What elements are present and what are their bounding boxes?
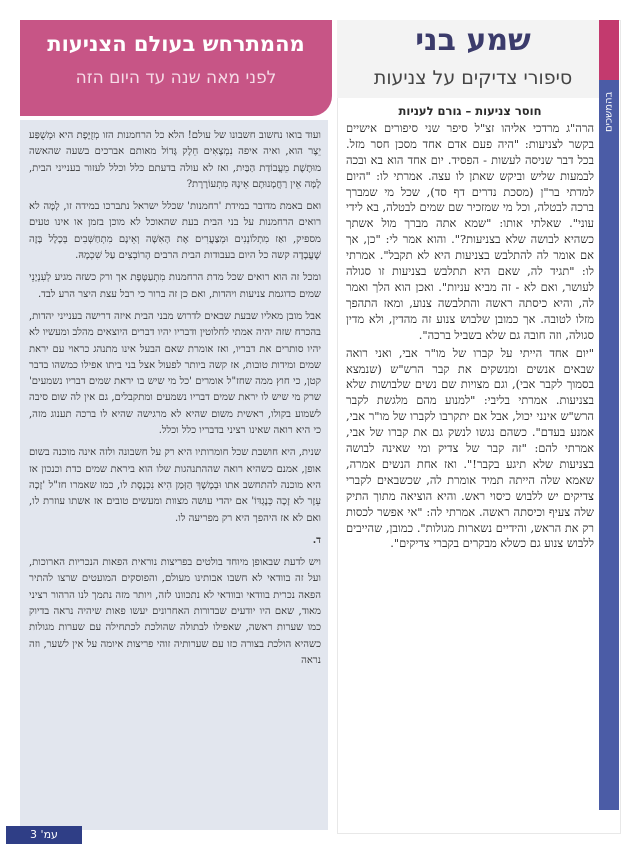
right-article — [346, 104, 594, 554]
left-section-marker: ד. — [312, 534, 321, 546]
right-subtitle: סיפורי צדיקים על צניעות — [373, 67, 573, 89]
right-paragraph-2: "יום אחד הייתי על קברו של מו"ר אבי, ואני רואה שבאים אנשים ומנשקים את קבר הרש"ש (שנמצא בסמוך לקבר אבי), וגם מצויות שם נשים שלבושות שלא בצניעות. אמרתי בליבי: "למנוע מהם מלגשת לקבר הרש"ש אינני יכול, אבל אם יתקרבו לקברו של מו"ר אבי, אמנע בעדם". כשהם נגשו לנשק גם את קברו של אבי, אמרתי להם: "זה קבר של צדיק ומי שאינה לבושה בצניעות שלא תיגע בקבר!". ואז אחת הנשים אמרה, שאמא שלה הייתה תמיד אומרת לה, שכשבאים לקברי צדיקים יש ללבוש כיסוי ראש. והיא הוציאה מתוך התיק שלה צעיף וכיסתה ראשה. אמרתי לה: "אי אפשר לכסות רק את הראש, והידיים נשארות מגולות". כמובן, שהייבים ללבוש צנוע גם כשלא מבקרים בקברי צדיקים". — [346, 345, 594, 551]
right-title: שמע בני — [415, 23, 531, 58]
left-paragraph-2: ואם באמת מדובר במידת 'רחמנות' שכלל ישראל נתברכו במידה זו, לָמָּה לא רואים הרחמנות על בני הבית בעת שהאוכל לא מוכן בזמן או אינו טעים מספיק, ואַז מִתְלוֹנְנִים וּמְצַעֲרִים אֶת הָאִשָּׁה וְאֵינָם מִתְחַשְּׁבִים בְּכָלָל בָּזֶה שֶׁעֲבָדָה קשה כל היום בעבודות הבית הרבים הָרוֹבְצִים עַל שִׁכְמָהּ. — [29, 201, 321, 262]
left-article — [29, 128, 321, 675]
left-paragraph-6: ויש לדעת שבאופן מיוחד בולטים בפריצות נוראית הפאות הנכריות הארוכות, ועל זה בוודאי לא חשבו אבותינו מעולם, והפוסקים המועטים שרצו להתיר הפאה נכרית בוודאי ובוודאי לא נתכוונו לזה, ויותר מזה נתמך לנו הרהור רציני מאוד, שאם היו יודעים שבדורות האחרונים יעשו פאות שיהיה נראה בדיוק כמו שערות ראשה, שאפילו לבתולה שהולכת לכתחילה עם שערות מגולות כשהיא הולכת בצורה כזו עם שערותיה זוהי פריצות איומה על אין לשער, וזה נראה — [29, 557, 321, 666]
side-strip-accent — [599, 20, 619, 80]
right-article-heading: חוסר צניעות – גורם לעניות — [398, 104, 542, 118]
left-subtitle: לפני מאה שנה עד היום הזה — [75, 68, 277, 88]
right-paragraph-1: הרה"ג מרדכי אליהו זצ"ל סיפר שני סיפורים אישיים בקשר לצניעות: "היה פעם אדם אחד מסכן חסר מזל. בכל דבר שניסה לעשות - הפסיד. יום אחד הוא בא ובכה לבמעות שליש וביקש שאתן לו עצה. אמרתי לו: "היום למדתי בר"ן (מסכת נדרים דף סד), שכל מי שמברך ברכה לבטלה, וכל מי שמזכיר שם שמים לבטלה, בא לידי עוני". שאלתי אותו: "שמא אתה מברך מול אשתך כשהיא לבושה שלא בצניעות?". והוא אמר לי: "כן, אך אם אומר לה להתלבש בצניעות היא לא תקבל". אמרתי לו: "תגיד לה, שאם היא תתלבש בצניעות זו סגולה לעושר, ואם לא - זה מביא עניות". ואכן הוא הלך ואמר לה, והיא כיסתה ראשה והתלבשה צנוע, ומאז התהפך מזלו לטובה. אך כמובן שלבוש צנוע זה מהדין, ולא מדין סגולה, וזה חובה גם שלא בשביל ברכה". — [346, 120, 594, 342]
page-number: עמ' 3 — [30, 828, 58, 841]
left-title: מהמתרחש בעולם הצניעות — [47, 32, 305, 56]
side-strip-label: בהמשכים — [603, 91, 615, 133]
left-paragraph-5: שנית, היא חושבת שכל חומרותיו היא רק על חשבונה ולזה אינה מוכנה בשום אופן, אמנם כשהיא רואה שההתנהגות שלו הוא ביראת שמים כדת וכנכון אז היא מוכנה להתחשב אתו וּבְמֶשֶׁךְ הַזְּמַן הִיא נִכְנֶסֶת לו, כמו שאמרו חז"ל 'זָכָה עֵזֶר לא זָכָה כְּנֶגְדּוֹ' אם יהדי עושה מצוות ומעשים טובים אז אשתו עוזרת לו, ואם לא אז היהפך היא רק מפריעה לו. — [29, 447, 321, 524]
left-paragraph-4: אבל מובן מאליו שבעת שבאים לדרוש מבני הבית איזה דרישה בענייני יהדות, בהכרח שזה יהיה אמתי לחלוטין ודבריו יהיו דברים היוצאים מהלב ומעשיו לא יהיו סותרים את דבריו, ואז אומרת שאם הבעל אינו מתנהג כראוי עם יראת שמים ומידות טובות, אז קשה ביותר לפעול אצל בני ביתו אפילו כמשהו בדבר קטן, כי חוץ ממה שחז"ל אומרים 'כל מי שיש בו יראת שמים דבריו נשמעים' שרק מי שיש לו יראת שמים דבריו נשמעים ומתקבלים, גם אין לה שום סיבה לשמוע בקולו, ראשית משום שהיא לא מרגישה שהיא לו ברכה תענוג מזה, כי היא רואה שאינו רציני בדבריו כלל וכלל. — [29, 310, 321, 437]
left-paragraph-3: ומכל זה הוא רואים שכל מדת הרחמנות מִתְעַטֶּפֶת אך ורק כשזה מגיע לְעִנְיָנֵי שמים כדוגמת צניעות ויהדות, ואם כן זה ברור כי רבל עצת היצר הרע לבד. — [29, 272, 321, 300]
left-paragraph-1: ועוד בואו נחשוב חשבונו של עולם! הלא כל הרחמנות הזו מְזֻיֶּפֶת היא וּמְשֻׁפַּע יֵצֶר הוא, ואיה איפה נִמְצָאִים חֵלֶק גָּדוֹל מאותם אברכים בשעה שהאשה מוּתֶשֶׁת מֵעֲבוֹדַת הַבַּיִת, ואז לא עולה בדעתם כלל וכלל לעזור בענייני הבית, לָמָּה אֵין רַחֲמָנוּתָם אֵינָהּ מִתְעוֹרֶרֶת? — [29, 130, 321, 190]
